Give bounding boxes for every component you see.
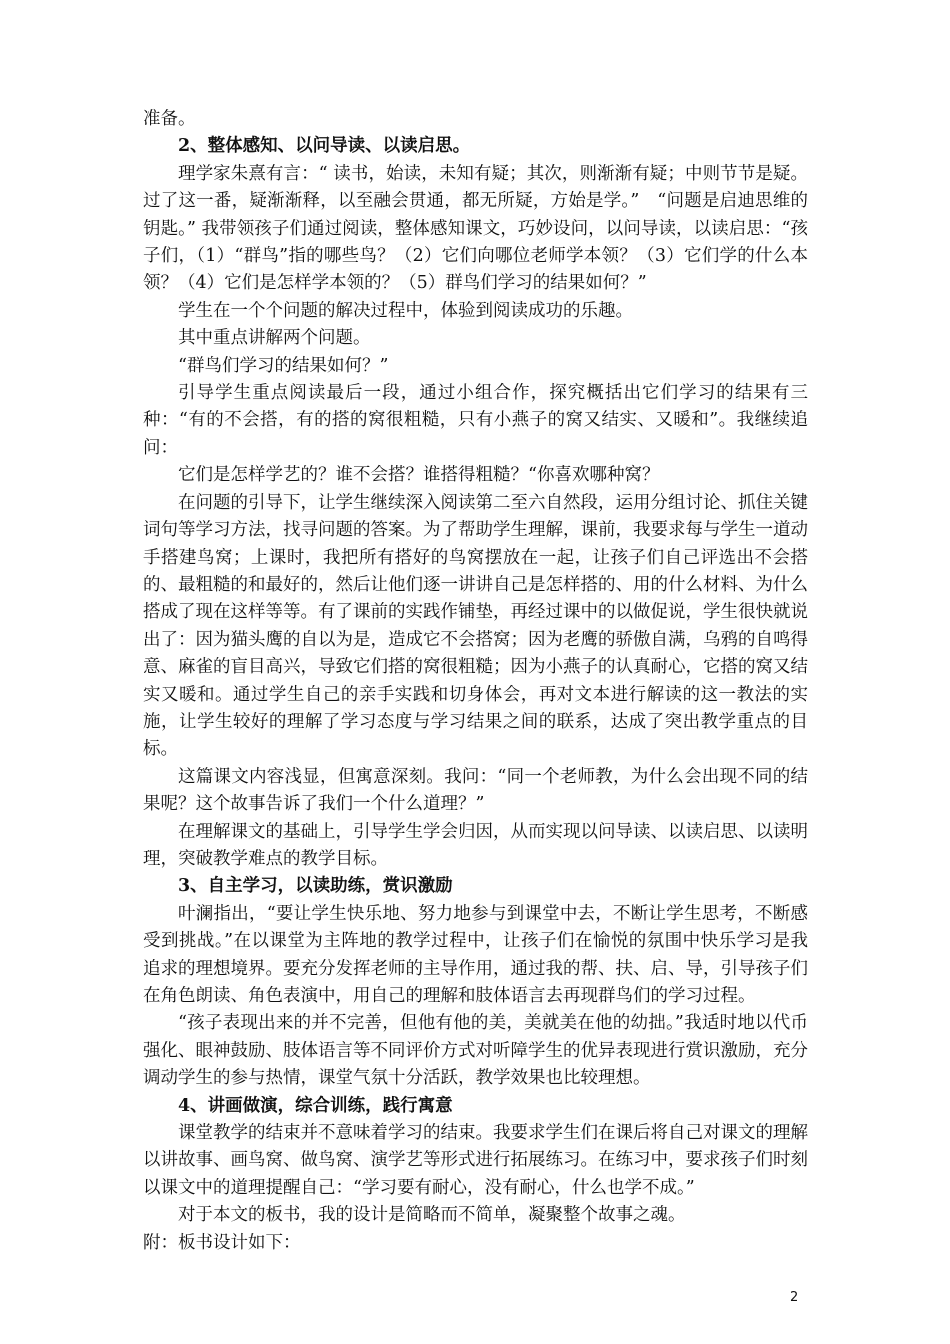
section-heading: 2、整体感知、以问导读、以读启思。 [178,136,471,157]
paragraph: 学生在一个个问题的解决过程中，体验到阅读成功的乐趣。 [178,300,633,321]
paragraph: 这篇课文内容浅显，但寓意深刻。我问：“同一个老师教，为什么会出现不同的结果呢？这个故事告诉了我们一个什么道理？” [143,766,808,815]
section-heading: 3、自主学习，以读助练，赏识激励 [178,876,453,897]
section-heading: 4、讲画做演，综合训练，践行寓意 [178,1095,453,1116]
paragraph: 理学家朱熹有言：“ 读书，始读，未知有疑；其次，则渐渐有疑；中则节节是疑。过了这一番，疑渐渐释，以至融会贯通，都无所疑，方始是学。” “问题是启迪思维的钥匙。” 我带领孩子们通过阅读，整体感知课文，巧妙设问，以问导读，以读启思：“孩子们，（1）“群鸟”指的哪些鸟？（2）它们向哪位老师学本领？（3）它们学的什么本领？（4）它们是怎样学本领的？（5）群鸟们学习的结果如何？” [143,163,808,294]
paragraph: 准备。 [143,109,196,129]
paragraph: “群鸟们学习的结果如何？” [178,355,389,376]
paragraph: “孩子表现出来的并不完善，但他有他的美，美就美在他的幼拙。”我适时地以代币强化、眼神鼓励、肢体语言等不同评价方式对听障学生的优异表现进行赏识激励，充分调动学生的参与热情，课堂气氛十分活跃，教学效果也比较理想。 [143,1013,808,1089]
paragraph: 引导学生重点阅读最后一段，通过小组合作，探究概括出它们学习的结果有三种：“有的不会搭，有的搭的窝很粗糙，只有小燕子的窝又结实、又暖和”。我继续追问： [143,383,808,458]
paragraph: 叶澜指出，“要让学生快乐地、努力地参与到课堂中去，不断让学生思考，不断感受到挑战。”在以课堂为主阵地的教学过程中，让孩子们在愉悦的氛围中快乐学习是我追求的理想境界。要充分发挥老师的主导作用，通过我的帮、扶、启、导，引导孩子们在角色朗读、角色表演中，用自己的理解和肢体语言去再现群鸟们的学习过程。 [143,903,808,1006]
paragraph: 其中重点讲解两个问题。 [178,328,371,349]
paragraph: 附：板书设计如下： [143,1232,301,1253]
paragraph: 课堂教学的结束并不意味着学习的结束。我要求学生们在课后将自己对课文的理解以讲故事、画鸟窝、做鸟窝、演学艺等形式进行拓展练习。在练习中，要求孩子们时刻以课文中的道理提醒自己：“学习要有耐心，没有耐心，什么也学不成。” [143,1123,808,1198]
document-body [143,106,808,1257]
paragraph: 在理解课文的基础上，引导学生学会归因，从而实现以问导读、以读启思、以读明理，突破教学难点的教学目标。 [143,821,808,869]
paragraph: 它们是怎样学艺的？谁不会搭？谁搭得粗糙？“你喜欢哪种窝？ [178,465,660,486]
paragraph: 在问题的引导下，让学生继续深入阅读第二至六自然段，运用分组讨论、抓住关键词句等学习方法，找寻问题的答案。为了帮助学生理解，课前，我要求每与学生一道动手搭建鸟窝；上课时，我把所有搭好的鸟窝摆放在一起，让孩子们自己评选出不会搭的、最粗糙的和最好的，然后让他们逐一讲讲自己是怎样搭的、用的什么材料、为什么搭成了现在这样等等。有了课前的实践作铺垫，再经过课中的以做促说，学生很快就说出了：因为猫头鹰的自以为是，造成它不会搭窝；因为老鹰的骄傲自满，乌鸦的自鸣得意、麻雀的盲目高兴，导致它们搭的窝很粗糙；因为小燕子的认真耐心，它搭的窝又结实又暖和。通过学生自己的亲手实践和切身体会，再对文本进行解读的这一教法的实施，让学生较好的理解了学习态度与学习结果之间的联系，达成了突出教学重点的目标。 [143,492,808,760]
paragraph: 对于本文的板书，我的设计是简略而不简单，凝聚整个故事之魂。 [178,1205,686,1226]
page-number: 2 [790,1290,799,1305]
